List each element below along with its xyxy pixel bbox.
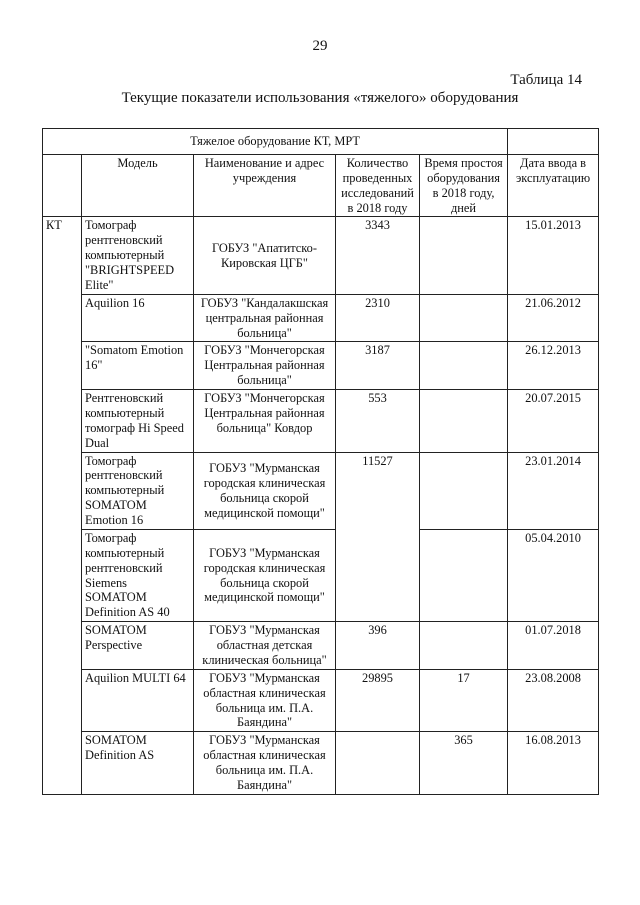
institution-cell: ГОБУЗ "Мурманская областная клиническая больница им. П.А. Баяндина" (194, 669, 336, 732)
model-cell: Aquilion 16 (82, 294, 194, 342)
count-cell: 396 (336, 622, 420, 670)
table-title: Текущие показатели использования «тяжелого» оборудования (121, 90, 519, 106)
institution-cell: ГОБУЗ "Мончегорская Центральная районная больница" Ковдор (194, 390, 336, 453)
table-row (43, 342, 599, 390)
count-cell: 2310 (336, 294, 420, 342)
downtime-cell (420, 529, 508, 621)
date-cell: 05.04.2010 (508, 529, 599, 621)
institution-cell: ГОБУЗ "Мурманская областная детская клиническая больница" (194, 622, 336, 670)
table-row (43, 452, 599, 529)
table-row (43, 732, 599, 795)
institution-cell: ГОБУЗ "Мурманская областная клиническая больница им. П.А. Баяндина" (194, 732, 336, 795)
downtime-cell (420, 452, 508, 529)
count-cell: 11527 (336, 452, 420, 622)
model-cell: Рентгеновский компьютерный томограф Hi Speed Dual (82, 390, 194, 453)
empty-header-cell (508, 129, 599, 155)
model-cell: SOMATOM Perspective (82, 622, 194, 670)
institution-cell: ГОБУЗ "Мончегорская Центральная районная больница" (194, 342, 336, 390)
date-cell: 23.08.2008 (508, 669, 599, 732)
group-header-row (43, 129, 599, 155)
table-row (43, 294, 599, 342)
table-row (43, 390, 599, 453)
date-cell: 15.01.2013 (508, 217, 599, 294)
table-row (43, 529, 599, 621)
page-number: 29 (312, 38, 328, 54)
downtime-cell (420, 217, 508, 294)
column-header-count: Количество проведенных исследований в 2018 году (336, 154, 420, 217)
empty-type-header (43, 154, 82, 217)
downtime-cell (420, 622, 508, 670)
table-row (43, 669, 599, 732)
column-header-downtime: Время простоя оборудования в 2018 году, дней (420, 154, 508, 217)
date-cell: 01.07.2018 (508, 622, 599, 670)
count-cell: 3343 (336, 217, 420, 294)
date-cell: 16.08.2013 (508, 732, 599, 795)
model-cell: Томограф рентгеновский компьютерный SOMATOM Emotion 16 (82, 452, 194, 529)
model-cell: SOMATOM Definition AS (82, 732, 194, 795)
model-cell: Томограф рентгеновский компьютерный "BRIGHTSPEED Elite" (82, 217, 194, 294)
group-header-cell: Тяжелое оборудование КТ, МРТ (43, 129, 508, 155)
institution-cell: ГОБУЗ "Мурманская городская клиническая больница скорой медицинской помощи" (194, 452, 336, 529)
table-row (43, 217, 599, 294)
count-cell: 553 (336, 390, 420, 453)
downtime-cell (420, 342, 508, 390)
column-header-date: Дата ввода в эксплуатацию (508, 154, 599, 217)
column-header-row (43, 154, 599, 217)
column-header-institution: Наименование и адрес учреждения (194, 154, 336, 217)
downtime-cell (420, 390, 508, 453)
model-cell: Aquilion MULTI 64 (82, 669, 194, 732)
count-cell (336, 732, 420, 795)
date-cell: 20.07.2015 (508, 390, 599, 453)
count-cell: 3187 (336, 342, 420, 390)
date-cell: 23.01.2014 (508, 452, 599, 529)
institution-cell: ГОБУЗ "Кандалакшская центральная районная больница" (194, 294, 336, 342)
downtime-cell (420, 294, 508, 342)
downtime-cell: 365 (420, 732, 508, 795)
downtime-cell: 17 (420, 669, 508, 732)
model-cell: Томограф компьютерный рентгеновский Siemens SOMATOM Definition AS 40 (82, 529, 194, 621)
table-caption: Таблица 14 (510, 72, 582, 88)
institution-cell: ГОБУЗ "Мурманская городская клиническая больница скорой медицинской помощи" (194, 529, 336, 621)
date-cell: 26.12.2013 (508, 342, 599, 390)
column-header-model: Модель (82, 154, 194, 217)
count-cell: 29895 (336, 669, 420, 732)
model-cell: "Somatom Emotion 16" (82, 342, 194, 390)
date-cell: 21.06.2012 (508, 294, 599, 342)
table-row (43, 622, 599, 670)
type-cell: КТ (43, 217, 82, 794)
institution-cell: ГОБУЗ "Апатитско-Кировская ЦГБ" (194, 217, 336, 294)
equipment-table (42, 128, 599, 795)
